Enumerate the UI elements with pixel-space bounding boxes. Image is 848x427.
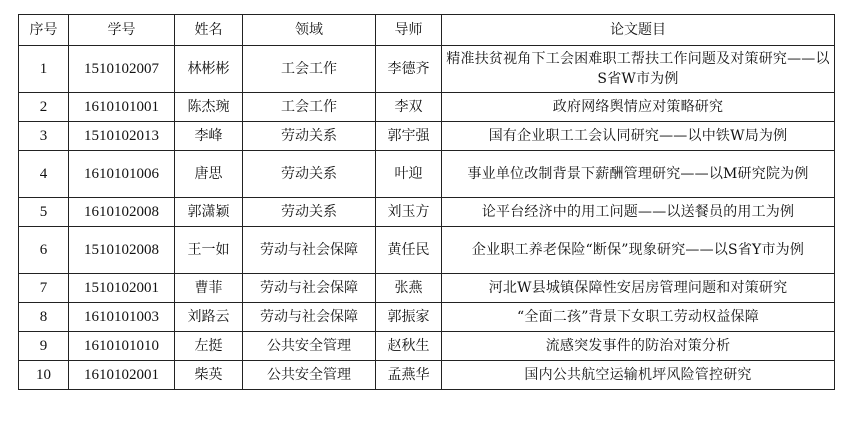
cell-thesis: 政府网络舆情应对策略研究 bbox=[442, 93, 835, 122]
cell-student-id: 1510102013 bbox=[69, 122, 175, 151]
cell-field: 劳动关系 bbox=[243, 198, 376, 227]
table-row bbox=[19, 151, 835, 198]
cell-seq: 2 bbox=[19, 93, 69, 122]
cell-name: 林彬彬 bbox=[175, 46, 243, 93]
cell-name: 陈杰琬 bbox=[175, 93, 243, 122]
cell-seq: 3 bbox=[19, 122, 69, 151]
cell-name: 曹菲 bbox=[175, 274, 243, 303]
cell-student-id: 1510102007 bbox=[69, 46, 175, 93]
cell-name: 郭潇颖 bbox=[175, 198, 243, 227]
cell-student-id: 1610102008 bbox=[69, 198, 175, 227]
cell-advisor: 郭振家 bbox=[376, 303, 442, 332]
cell-student-id: 1610101003 bbox=[69, 303, 175, 332]
cell-advisor: 孟燕华 bbox=[376, 361, 442, 390]
cell-name: 唐思 bbox=[175, 151, 243, 198]
table-row bbox=[19, 361, 835, 390]
cell-name: 李峰 bbox=[175, 122, 243, 151]
table-row bbox=[19, 46, 835, 93]
header-advisor: 导师 bbox=[376, 15, 442, 46]
cell-seq: 6 bbox=[19, 227, 69, 274]
cell-name: 王一如 bbox=[175, 227, 243, 274]
header-thesis: 论文题目 bbox=[442, 15, 835, 46]
cell-thesis: 流感突发事件的防治对策分析 bbox=[442, 332, 835, 361]
cell-name: 左挺 bbox=[175, 332, 243, 361]
cell-seq: 1 bbox=[19, 46, 69, 93]
cell-thesis: 国有企业职工工会认同研究——以中铁W局为例 bbox=[442, 122, 835, 151]
cell-thesis: “全面二孩”背景下女职工劳动权益保障 bbox=[442, 303, 835, 332]
thesis-table-container bbox=[18, 14, 835, 390]
cell-advisor: 叶迎 bbox=[376, 151, 442, 198]
cell-field: 劳动与社会保障 bbox=[243, 274, 376, 303]
cell-field: 劳动与社会保障 bbox=[243, 303, 376, 332]
cell-advisor: 张燕 bbox=[376, 274, 442, 303]
cell-name: 柴英 bbox=[175, 361, 243, 390]
cell-thesis: 国内公共航空运输机坪风险管控研究 bbox=[442, 361, 835, 390]
cell-thesis: 论平台经济中的用工问题——以送餐员的用工为例 bbox=[442, 198, 835, 227]
cell-seq: 7 bbox=[19, 274, 69, 303]
cell-name: 刘路云 bbox=[175, 303, 243, 332]
header-field: 领域 bbox=[243, 15, 376, 46]
cell-thesis: 事业单位改制背景下薪酬管理研究——以M研究院为例 bbox=[442, 151, 835, 198]
table-row bbox=[19, 332, 835, 361]
cell-field: 工会工作 bbox=[243, 93, 376, 122]
cell-advisor: 刘玉方 bbox=[376, 198, 442, 227]
header-name: 姓名 bbox=[175, 15, 243, 46]
thesis-table bbox=[18, 14, 835, 390]
table-row bbox=[19, 198, 835, 227]
table-row bbox=[19, 93, 835, 122]
cell-student-id: 1610102001 bbox=[69, 361, 175, 390]
cell-advisor: 李德齐 bbox=[376, 46, 442, 93]
cell-seq: 9 bbox=[19, 332, 69, 361]
cell-advisor: 黄任民 bbox=[376, 227, 442, 274]
cell-student-id: 1610101010 bbox=[69, 332, 175, 361]
cell-student-id: 1510102008 bbox=[69, 227, 175, 274]
cell-seq: 10 bbox=[19, 361, 69, 390]
cell-student-id: 1610101001 bbox=[69, 93, 175, 122]
cell-advisor: 赵秋生 bbox=[376, 332, 442, 361]
cell-advisor: 李双 bbox=[376, 93, 442, 122]
header-seq: 序号 bbox=[19, 15, 69, 46]
cell-thesis: 企业职工养老保险“断保”现象研究——以S省Y市为例 bbox=[442, 227, 835, 274]
cell-field: 劳动与社会保障 bbox=[243, 227, 376, 274]
header-row bbox=[19, 15, 835, 46]
cell-seq: 5 bbox=[19, 198, 69, 227]
cell-field: 工会工作 bbox=[243, 46, 376, 93]
cell-field: 公共安全管理 bbox=[243, 332, 376, 361]
cell-seq: 8 bbox=[19, 303, 69, 332]
cell-field: 劳动关系 bbox=[243, 151, 376, 198]
table-row bbox=[19, 227, 835, 274]
cell-seq: 4 bbox=[19, 151, 69, 198]
cell-student-id: 1510102001 bbox=[69, 274, 175, 303]
header-student-id: 学号 bbox=[69, 15, 175, 46]
cell-field: 公共安全管理 bbox=[243, 361, 376, 390]
cell-thesis: 精准扶贫视角下工会困难职工帮扶工作问题及对策研究——以S省W市为例 bbox=[442, 46, 835, 93]
cell-student-id: 1610101006 bbox=[69, 151, 175, 198]
table-row bbox=[19, 303, 835, 332]
table-row bbox=[19, 274, 835, 303]
cell-advisor: 郭宇强 bbox=[376, 122, 442, 151]
table-row bbox=[19, 122, 835, 151]
cell-thesis: 河北W县城镇保障性安居房管理问题和对策研究 bbox=[442, 274, 835, 303]
cell-field: 劳动关系 bbox=[243, 122, 376, 151]
